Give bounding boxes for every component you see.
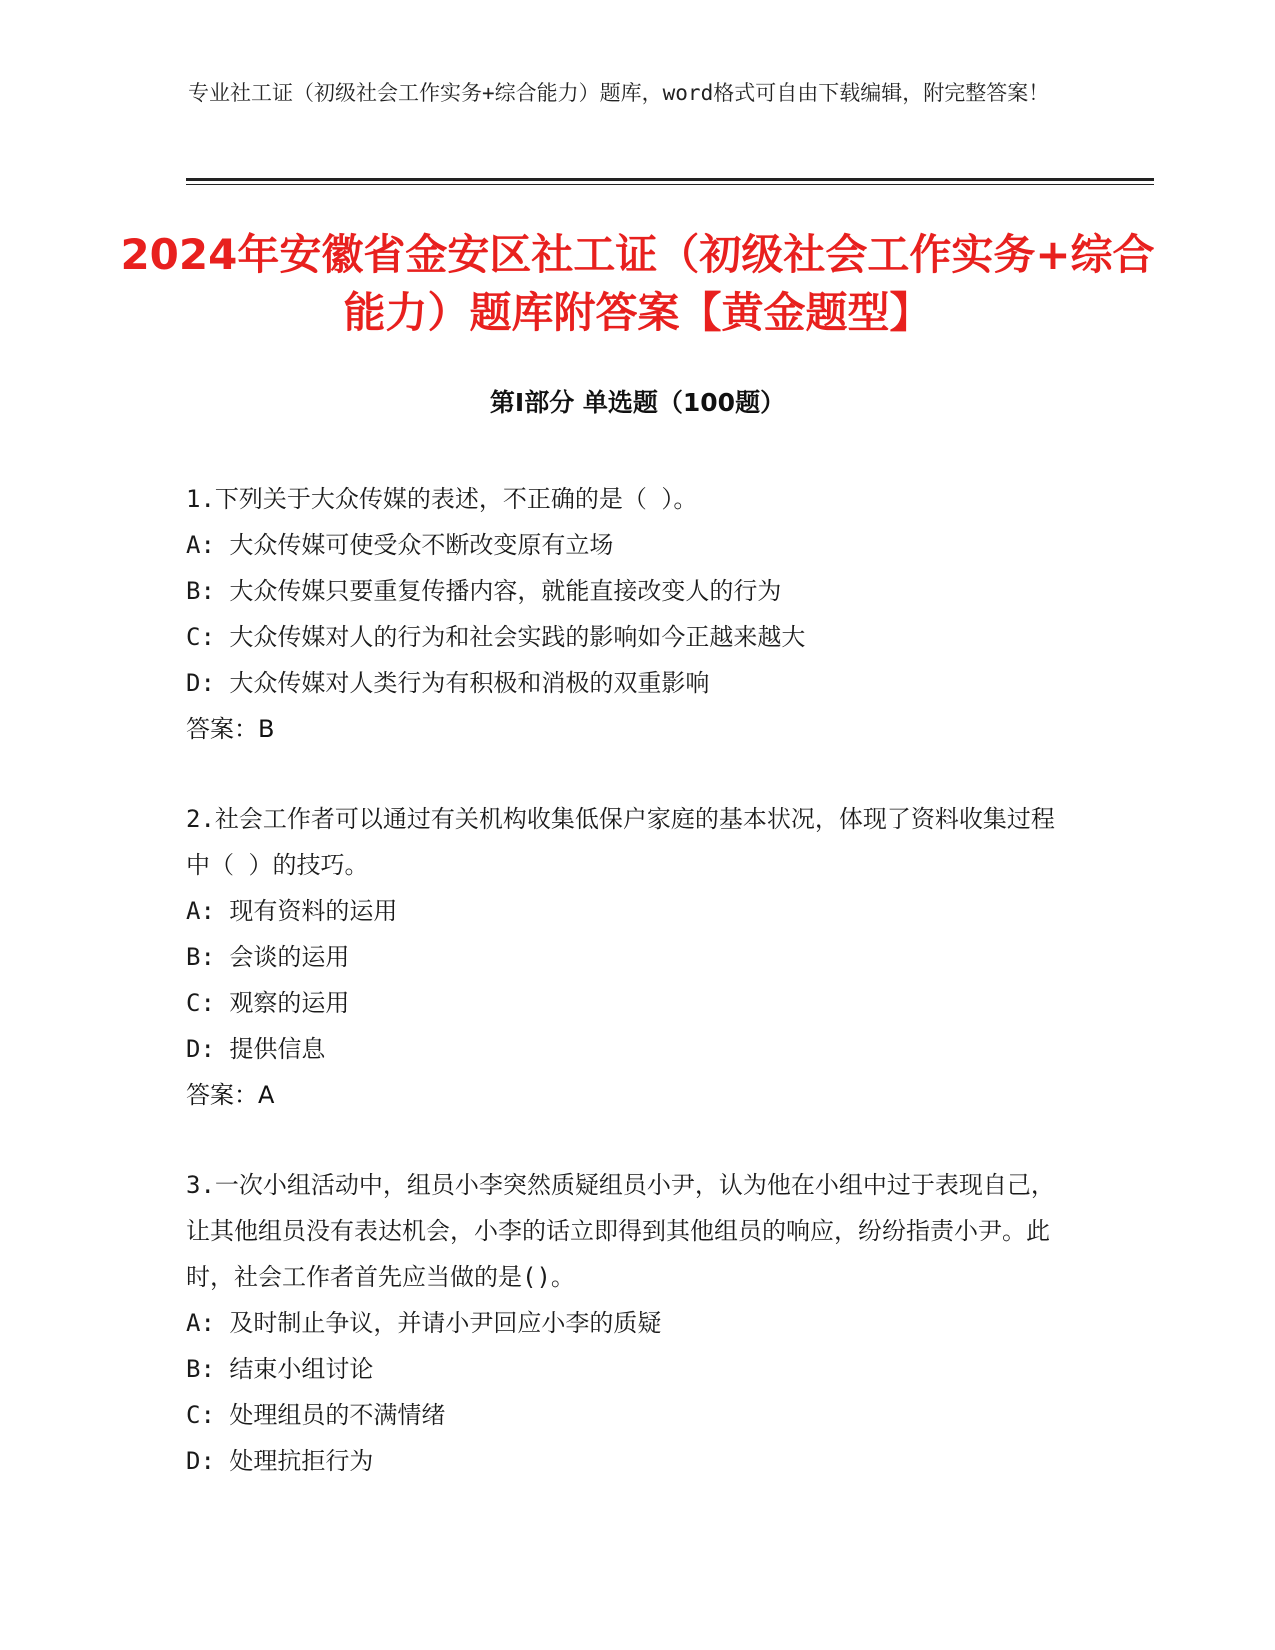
option-c: C: 处理组员的不满情绪 [186,1401,446,1429]
question-3 [186,1162,1066,1484]
question-1 [186,476,1066,752]
document-title: 2024年安徽省金安区社工证（初级社会工作实务+综合能力）题库附答案【黄金题型】 [120,230,1155,337]
header-note: 专业社工证（初级社会工作实务+综合能力）题库，word格式可自由下载编辑，附完整答案！ [188,81,1050,105]
option-d: D: 提供信息 [186,1035,326,1063]
answer: 答案：B [186,715,275,743]
header-rule-thin [186,184,1154,185]
question-stem: 2.社会工作者可以通过有关机构收集低保户家庭的基本状况，体现了资料收集过程中（ ）的技巧。 [186,805,1055,879]
question-list [186,476,1066,1528]
option-d: D: 大众传媒对人类行为有积极和消极的双重影响 [186,669,710,697]
answer: 答案：A [186,1081,275,1109]
section-heading: 第I部分 单选题（100题） [489,388,786,417]
option-b: B: 会谈的运用 [186,943,350,971]
header-rule-thick [186,178,1154,181]
question-2 [186,796,1066,1118]
option-d: D: 处理抗拒行为 [186,1447,374,1475]
option-a: A: 及时制止争议，并请小尹回应小李的质疑 [186,1309,662,1337]
option-a: A: 大众传媒可使受众不断改变原有立场 [186,531,614,559]
option-c: C: 大众传媒对人的行为和社会实践的影响如今正越来越大 [186,623,806,651]
question-stem: 3.一次小组活动中，组员小李突然质疑组员小尹，认为他在小组中过于表现自己，让其他组员没有表达机会，小李的话立即得到其他组员的响应，纷纷指责小尹。此时，社会工作者首先应当做的是()。 [186,1171,1055,1291]
option-a: A: 现有资料的运用 [186,897,398,925]
option-c: C: 观察的运用 [186,989,350,1017]
question-stem: 1.下列关于大众传媒的表述，不正确的是（ ）。 [186,485,698,513]
option-b: B: 结束小组讨论 [186,1355,374,1383]
option-b: B: 大众传媒只要重复传播内容，就能直接改变人的行为 [186,577,782,605]
